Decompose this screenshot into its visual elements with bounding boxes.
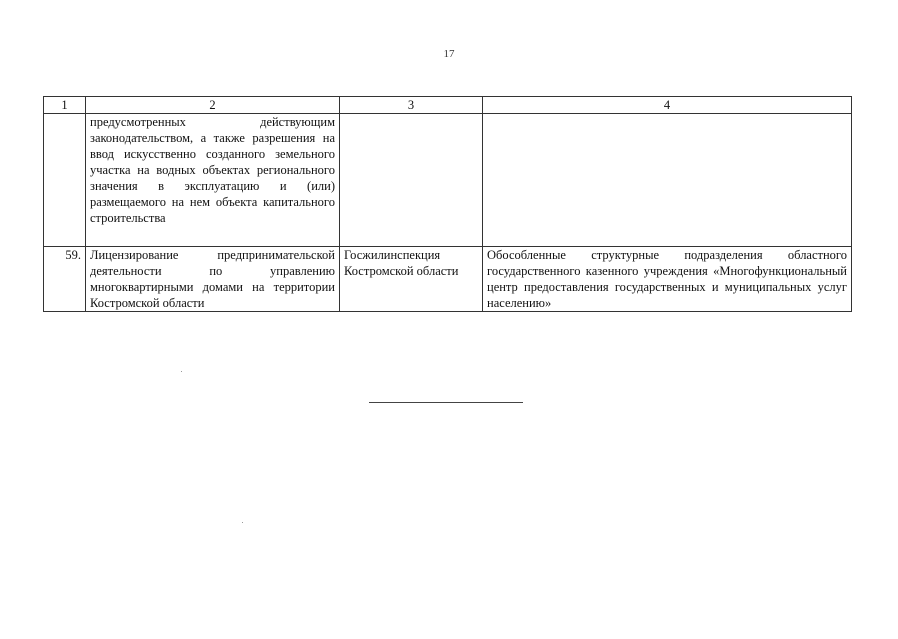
scan-speck bbox=[181, 371, 182, 372]
responsible-authority bbox=[340, 114, 483, 247]
closing-divider bbox=[369, 402, 523, 403]
table-header-row bbox=[44, 97, 852, 114]
service-description: предусмотренных действующим законодательством, а также разрешения на ввод искусственно созданного земельного участка на водных объектах регионального значения в эксплуатацию и (или) размещаемого на нем объекта капитального строительства bbox=[86, 114, 340, 247]
service-provider: Обособленные структурные подразделения областного государственного казенного учреждения «Многофункциональный центр предоставления государственных и муниципальных услуг населению» bbox=[483, 247, 852, 312]
responsible-authority: Госжилинспекция Костромской области bbox=[340, 247, 483, 312]
scan-speck bbox=[242, 522, 243, 523]
services-table bbox=[43, 96, 852, 312]
row-number bbox=[44, 114, 86, 247]
table-row bbox=[44, 247, 852, 312]
service-provider bbox=[483, 114, 852, 247]
header-col-2: 2 bbox=[86, 97, 340, 114]
table-row bbox=[44, 114, 852, 247]
header-col-4: 4 bbox=[483, 97, 852, 114]
page-number: 17 bbox=[443, 48, 455, 60]
header-col-1: 1 bbox=[44, 97, 86, 114]
header-col-3: 3 bbox=[340, 97, 483, 114]
row-number: 59. bbox=[44, 247, 86, 312]
service-description: Лицензирование предпринимательской деятельности по управлению многоквартирными домами на территории Костромской области bbox=[86, 247, 340, 312]
